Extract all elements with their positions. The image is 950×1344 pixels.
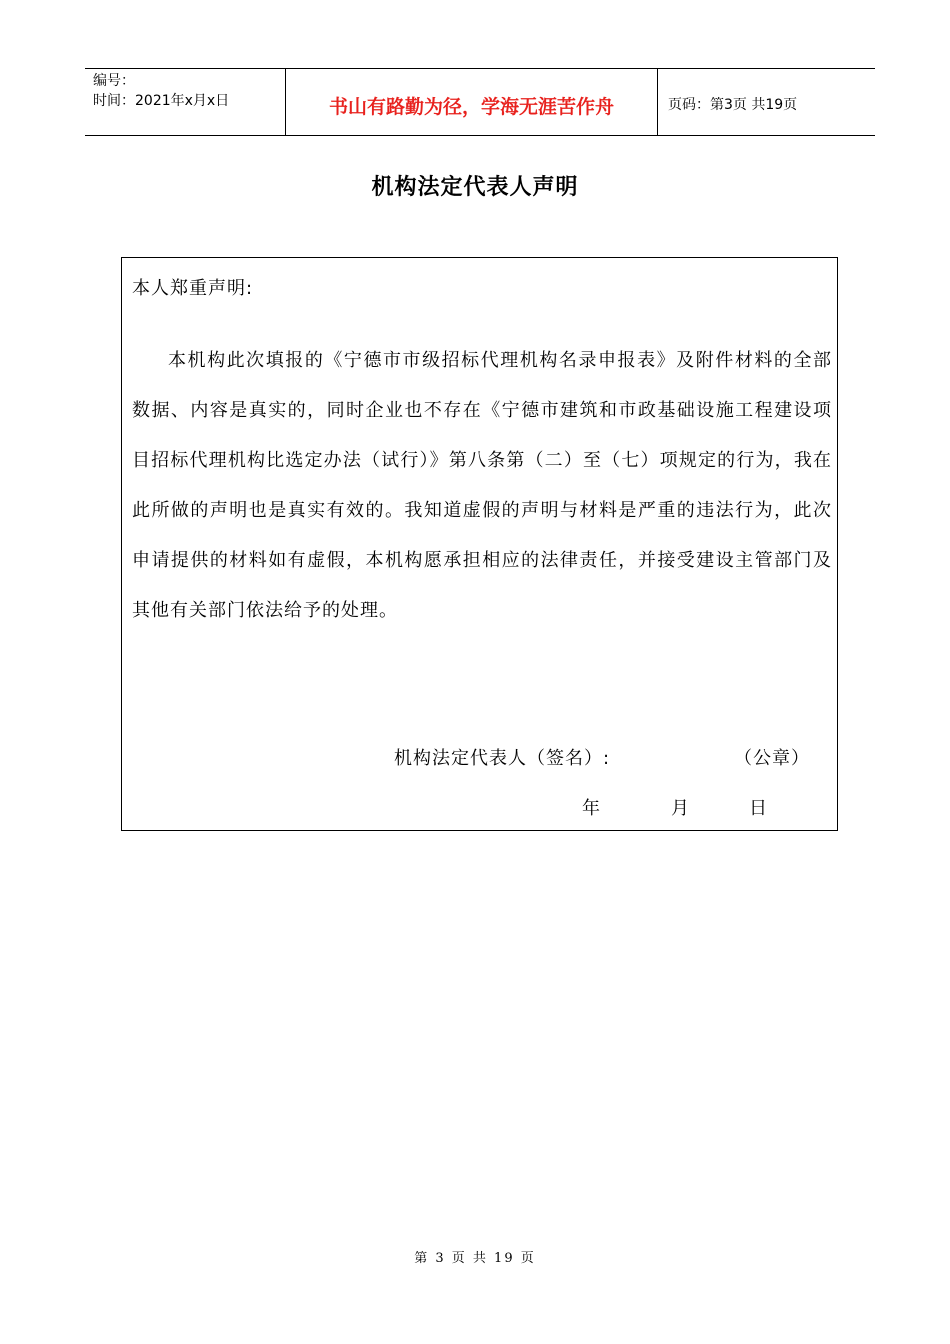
header-motto-cell	[286, 69, 658, 135]
header-motto: 书山有路勤为径，学海无涯苦作舟	[328, 95, 614, 118]
document-time-label: 时间：2021年x月x日	[93, 93, 230, 109]
header-meta-cell	[85, 69, 286, 135]
signature-label: 机构法定代表人（签名）:	[394, 748, 611, 769]
seal-label: （公章）	[734, 748, 810, 769]
declaration-body: 本机构此次填报的《宁德市市级招标代理机构名录申报表》及附件材料的全部数据、内容是真实的，同时企业也不存在《宁德市建筑和市政基础设施工程建设项目招标代理机构比选定办法（试行）》第八条第（二）至（七）项规定的行为，我在此所做的声明也是真实有效的。我知道虚假的声明与材料是严重的违法行为，此次申请提供的材料如有虚假，本机构愿承担相应的法律责任，并接受建设主管部门及其他有关部门依法给予的处理。	[132, 350, 832, 621]
header-page-cell	[658, 69, 875, 135]
declaration-greeting: 本人郑重声明:	[132, 278, 254, 299]
date-month-label: 月	[671, 798, 689, 819]
document-number-label: 编号：	[93, 73, 135, 89]
date-year-label: 年	[582, 798, 600, 819]
declaration-box	[121, 257, 838, 831]
page-header	[85, 68, 875, 136]
page-footer: 第 3 页 共 19 页	[414, 1251, 536, 1266]
document-title: 机构法定代表人声明	[371, 175, 579, 200]
header-page-number: 页码：第3页 共19页	[668, 97, 798, 113]
date-day-label: 日	[749, 798, 767, 819]
